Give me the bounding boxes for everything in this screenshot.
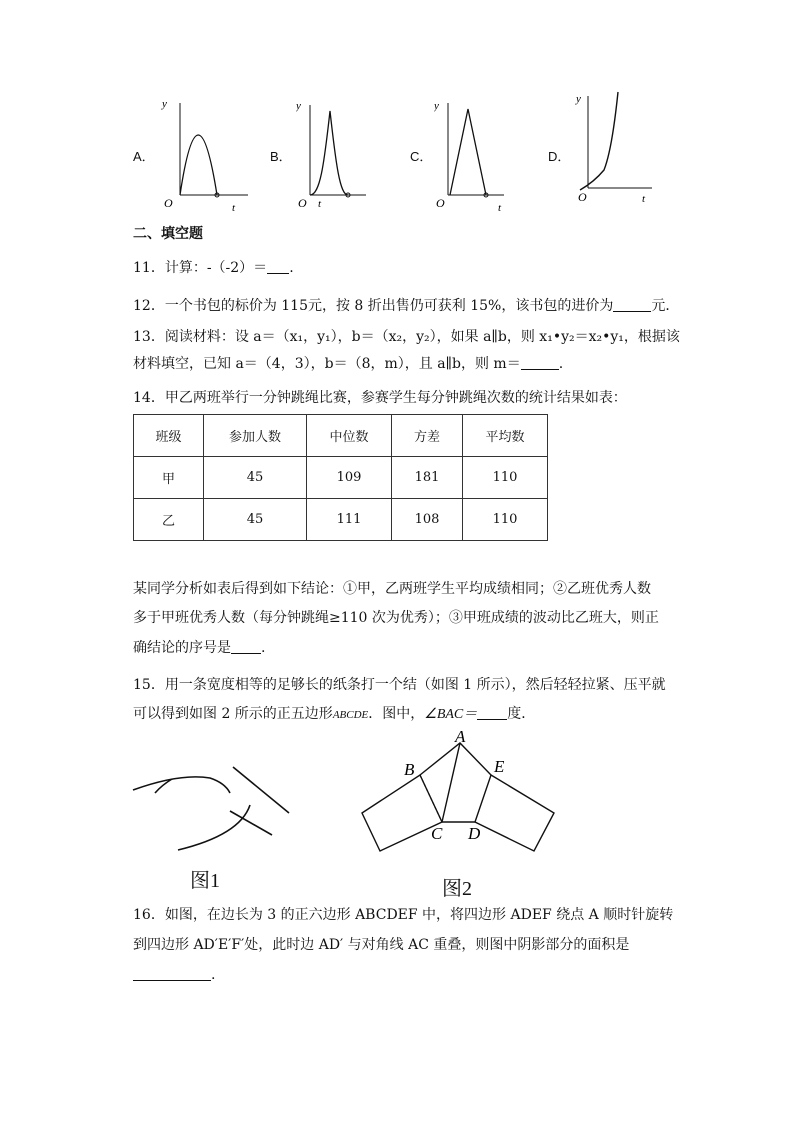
origin-label: O (436, 196, 445, 210)
table-cell: 45 (204, 499, 307, 541)
vertex-e: E (494, 757, 505, 776)
q15-end: 度． (507, 706, 536, 722)
t-axis-label: t (318, 198, 322, 210)
q13-end: . (558, 356, 564, 372)
table-header-cell: 班级 (134, 415, 204, 457)
table-header-row (134, 415, 548, 457)
q14-answer-blank[interactable] (231, 639, 261, 654)
question-14-line-2: 多于甲班优秀人数（每分钟跳绳≥110 次为优秀）；③甲班成绩的波动比乙班大，则正 (133, 610, 659, 626)
q16-answer-blank[interactable] (133, 966, 211, 981)
table-cell: 109 (307, 457, 392, 499)
q15-text: 可以得到如图 2 所示的正五边形 (133, 706, 333, 722)
question-14-intro: 14．甲乙两班举行一分钟跳绳比赛，参赛学生每分钟跳绳次数的统计结果如表： (133, 390, 627, 406)
t-axis-label: t (498, 202, 502, 213)
vertex-b: B (404, 760, 415, 779)
q12-text: 12．一个书包的标价为 115元，按 8 折出售仍可获利 15%，该书包的进价为 (133, 298, 614, 314)
q14-end: . (261, 640, 266, 656)
table-cell: 110 (463, 457, 548, 499)
option-b-label[interactable]: B． (270, 149, 292, 164)
origin-label: O (298, 196, 307, 210)
table-cell: 45 (204, 457, 307, 499)
triangle-curve (450, 109, 486, 195)
y-axis-label: y (162, 98, 167, 110)
origin-label: O (578, 190, 587, 204)
table-cell: 108 (392, 499, 463, 541)
table-header-cell: 中位数 (307, 415, 392, 457)
vertex-a: A (455, 727, 466, 746)
figure-1-knot (130, 765, 300, 860)
table-cell: 甲 (134, 457, 204, 499)
t-axis-label: t (232, 202, 236, 213)
left-strip (362, 775, 442, 851)
q12-end: 元． (651, 298, 680, 314)
origin-label: O (164, 196, 173, 210)
option-d-graph (572, 90, 662, 208)
table-cell: 111 (307, 499, 392, 541)
vertex-d: D (468, 824, 481, 843)
q12-answer-blank[interactable] (613, 297, 651, 312)
parabola-curve (180, 135, 217, 195)
question-13-line-2 (133, 354, 563, 374)
table-row (134, 499, 548, 541)
t-axis-label: t (642, 193, 646, 205)
question-11 (133, 258, 294, 278)
section-heading: 二、填空题 (133, 226, 203, 242)
table-header-cell: 平均数 (463, 415, 548, 457)
vertex-c: C (431, 824, 443, 843)
q16-end: . (211, 967, 216, 983)
q15-answer-blank[interactable] (477, 705, 507, 720)
table-header-cell: 参加人数 (204, 415, 307, 457)
question-15-line-2 (133, 704, 535, 725)
figure-2-pentagon (358, 727, 558, 855)
option-d-label[interactable]: D． (548, 149, 571, 164)
question-14-line-1: 某同学分析如表后得到如下结论：①甲，乙两班学生平均成绩相同；②乙班优秀人数 (133, 581, 651, 597)
q11-end: . (289, 260, 294, 276)
option-c-label[interactable]: C． (410, 149, 433, 164)
polygon-name: ABCDE (332, 709, 369, 721)
question-13-line-1: 13．阅读材料：设 a＝（x₁，y₁），b＝（x₂，y₂），如果 a∥b，则 x₁•y₂＝x₂•y₁，根据该 (133, 329, 680, 345)
table-cell: 181 (392, 457, 463, 499)
figure-2-label: 图2 (442, 878, 472, 900)
q13-text: 材料填空，已知 a＝（4，3），b＝（8，m），且 a∥b，则 m＝ (133, 356, 521, 372)
question-14-line-3 (133, 638, 265, 658)
right-strip (475, 775, 554, 851)
y-axis-label: y (434, 100, 439, 112)
question-15-line-1: 15．用一条宽度相等的足够长的纸条打一个结（如图 1 所示），然后轻轻拉紧、压平就 (133, 677, 666, 693)
question-16-line-2: 到四边形 AD′E′F′处，此时边 AD′ 与对角线 AC 重叠，则图中阴影部分的面积是 (133, 937, 630, 953)
table-cell: 110 (463, 499, 548, 541)
figure-1-label: 图1 (190, 870, 220, 892)
q13-answer-blank[interactable] (521, 355, 559, 370)
table-cell: 乙 (134, 499, 204, 541)
y-axis-label: y (296, 100, 301, 112)
q14-text: 确结论的序号是 (133, 640, 231, 656)
question-12 (133, 296, 679, 316)
option-b-graph (296, 95, 386, 213)
question-16-line-3 (133, 965, 215, 985)
y-axis-label: y (576, 93, 581, 105)
stats-table (133, 414, 548, 541)
question-16-line-1: 16．如图，在边长为 3 的正六边形 ABCDEF 中，将四边形 ADEF 绕点 A 顺时针旋转 (133, 907, 674, 923)
q11-answer-blank[interactable] (267, 259, 289, 274)
rising-curve (580, 92, 618, 190)
peak-curve (310, 111, 348, 195)
q11-text: 11．计算：-（-2）＝ (133, 260, 268, 276)
angle-expression: ∠BAC＝ (424, 707, 478, 722)
option-c-graph (434, 95, 524, 213)
option-a-graph (160, 95, 250, 213)
table-header-cell: 方差 (392, 415, 463, 457)
option-a-label[interactable]: A． (133, 149, 155, 164)
table-row (134, 457, 548, 499)
q15-text-2: ．图中， (368, 706, 425, 722)
